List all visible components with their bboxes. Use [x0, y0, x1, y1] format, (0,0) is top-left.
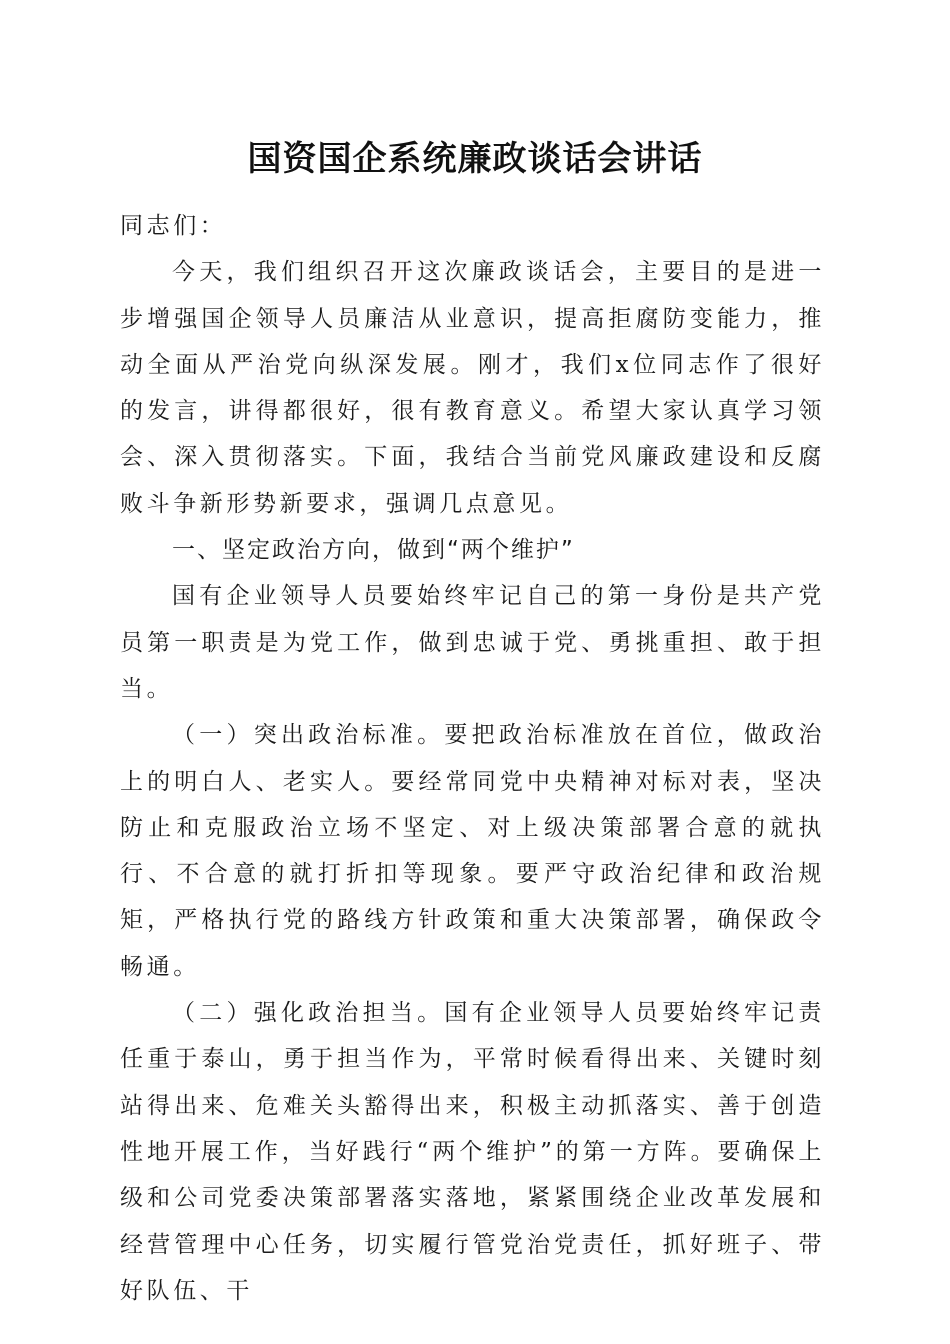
subsection-2-heading: （二）强化政治担当。	[172, 1000, 445, 1027]
subsection-2-paragraph	[120, 990, 825, 1314]
subsection-2-body: 国有企业领导人员要始终牢记责任重于泰山，勇于担当作为，平常时候看得出来、关键时刻站得出来、危难关头豁得出来，积极主动抓落实、善于创造性地开展工作，当好践行“两个维护”的第一方阵。要确保上级和公司党委决策部署落实落地，紧紧围绕企业改革发展和经营管理中心任务，切实履行管党治党责任，抓好班子、带好队伍、干	[120, 1000, 826, 1304]
intro-paragraph: 今天，我们组织召开这次廉政谈话会，主要目的是进一步增强国企领导人员廉洁从业意识，提高拒腐防变能力，推动全面从严治党向纵深发展。刚才，我们x位同志作了很好的发言，讲得都很好，很有教育意义。希望大家认真学习领会、深入贯彻落实。下面，我结合当前党风廉政建设和反腐败斗争新形势新要求，强调几点意见。	[120, 259, 825, 517]
subsection-1-body: 要把政治标准放在首位，做政治上的明白人、老实人。要经常同党中央精神对标对表，坚决防止和克服政治立场不坚定、对上级决策部署合意的就执行、不合意的就打折扣等现象。要严守政治纪律和政治规矩，严格执行党的路线方针政策和重大决策部署，确保政令畅通。	[120, 722, 826, 980]
subsection-1-paragraph	[120, 712, 825, 990]
document-title: 国资国企系统廉政谈话会讲话	[247, 139, 703, 179]
document-body	[120, 203, 825, 1314]
section-heading: 一、坚定政治方向，做到“两个维护”	[172, 537, 575, 564]
section-lead-paragraph: 国有企业领导人员要始终牢记自己的第一身份是共产党员第一职责是为党工作，做到忠诚于党、勇挑重担、敢于担当。	[120, 583, 825, 702]
subsection-1-heading: （一）突出政治标准。	[172, 722, 445, 749]
salutation: 同志们：	[120, 213, 227, 239]
